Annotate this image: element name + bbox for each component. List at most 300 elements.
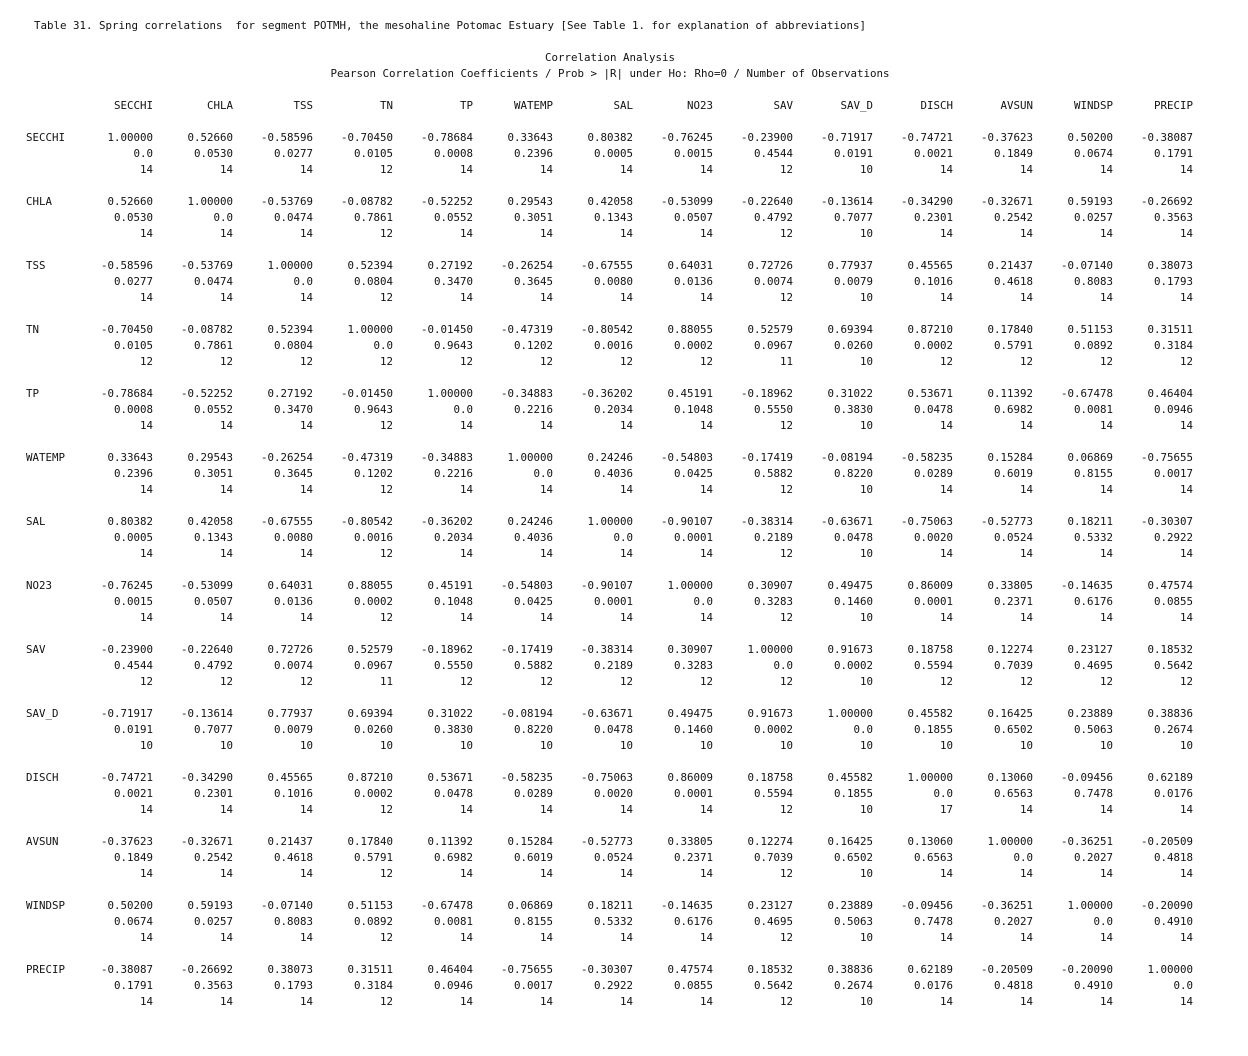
observation-count: 14 [139,803,153,816]
correlation-coefficient: -0.38314 [740,515,793,528]
correlation-coefficient: 0.64031 [267,579,313,592]
observation-count: 12 [219,355,233,368]
p-value: 0.2027 [1073,851,1113,864]
observation-count: 12 [1019,675,1033,688]
observation-count: 10 [859,867,873,880]
observation-count: 10 [859,803,873,816]
correlation-coefficient: 0.31511 [1147,323,1193,336]
observation-count: 14 [299,547,313,560]
p-value: 0.4792 [753,211,793,224]
correlation-coefficient: -0.52773 [580,835,633,848]
correlation-coefficient: -0.63671 [820,515,873,528]
correlation-coefficient: -0.75655 [500,963,553,976]
p-value: 0.0017 [513,979,553,992]
observation-count: 14 [1099,803,1113,816]
correlation-coefficient: -0.01450 [420,323,473,336]
correlation-coefficient: -0.75063 [900,515,953,528]
p-value: 0.0260 [353,723,393,736]
p-value: 0.3830 [433,723,473,736]
column-header: SECCHI [113,99,153,112]
p-value: 0.5063 [833,915,873,928]
p-value: 0.0855 [673,979,713,992]
p-value: 0.0478 [913,403,953,416]
correlation-coefficient: -0.71917 [820,131,873,144]
observation-count: 14 [1179,227,1193,240]
observation-count: 12 [459,675,473,688]
correlation-coefficient: 0.38073 [267,963,313,976]
correlation-coefficient: -0.75655 [1140,451,1193,464]
p-value: 0.0 [373,339,393,352]
p-value: 0.2922 [1153,531,1193,544]
row-label: TN [26,323,40,336]
p-value: 0.0507 [193,595,233,608]
p-value: 0.1849 [993,147,1033,160]
observation-count: 12 [619,675,633,688]
analysis-subheading: Pearson Correlation Coefficients / Prob > |R| under Ho: Rho=0 / Number of Observations [330,67,890,80]
observation-count: 14 [1179,291,1193,304]
observation-count: 14 [1099,291,1113,304]
p-value: 0.6563 [913,851,953,864]
correlation-coefficient: 0.23127 [1067,643,1113,656]
observation-count: 12 [939,355,953,368]
observation-count: 14 [699,867,713,880]
p-value: 0.0 [533,467,553,480]
correlation-coefficient: 0.17840 [987,323,1033,336]
p-value: 0.1343 [593,211,633,224]
observation-count: 10 [1099,739,1113,752]
correlation-coefficient: 0.77937 [827,259,873,272]
correlation-coefficient: -0.90107 [580,579,633,592]
p-value: 0.0946 [1153,403,1193,416]
correlation-coefficient: 1.00000 [347,323,393,336]
correlation-coefficient: 0.69394 [827,323,873,336]
correlation-coefficient: 0.23127 [747,899,793,912]
correlation-coefficient: 0.50200 [107,899,153,912]
column-header: CHLA [206,99,233,112]
correlation-coefficient: 0.88055 [667,323,713,336]
p-value: 0.4792 [193,659,233,672]
correlation-coefficient: 0.52394 [267,323,313,336]
p-value: 0.0277 [113,275,153,288]
observation-count: 14 [539,291,553,304]
p-value: 0.6563 [993,787,1033,800]
observation-count: 10 [299,739,313,752]
p-value: 0.0 [613,531,633,544]
p-value: 0.0020 [593,787,633,800]
correlation-coefficient: 0.45582 [907,707,953,720]
observation-count: 14 [459,291,473,304]
row-label: NO23 [26,579,53,592]
correlation-coefficient: -0.76245 [100,579,153,592]
observation-count: 12 [139,675,153,688]
p-value: 0.0257 [193,915,233,928]
p-value: 0.0 [293,275,313,288]
observation-count: 12 [779,611,793,624]
observation-count: 14 [219,163,233,176]
p-value: 0.0425 [673,467,713,480]
column-header: TSS [293,99,313,112]
observation-count: 12 [379,483,393,496]
correlation-coefficient: -0.78684 [420,131,473,144]
observation-count: 14 [939,547,953,560]
observation-count: 14 [699,611,713,624]
observation-count: 12 [219,675,233,688]
p-value: 0.3051 [193,467,233,480]
p-value: 0.7039 [753,851,793,864]
p-value: 0.5594 [913,659,953,672]
correlation-coefficient: -0.32671 [180,835,233,848]
p-value: 0.0002 [353,787,393,800]
p-value: 0.0507 [673,211,713,224]
correlation-coefficient: -0.30307 [580,963,633,976]
p-value: 0.8083 [1073,275,1113,288]
observation-count: 10 [859,931,873,944]
p-value: 0.1791 [113,979,153,992]
p-value: 0.0008 [433,147,473,160]
observation-count: 14 [619,483,633,496]
correlation-coefficient: 0.87210 [347,771,393,784]
observation-count: 12 [779,419,793,432]
correlation-coefficient: -0.34883 [420,451,473,464]
correlation-coefficient: 0.42058 [187,515,233,528]
correlation-coefficient: 0.12274 [747,835,793,848]
p-value: 0.0015 [673,147,713,160]
p-value: 0.0530 [193,147,233,160]
observation-count: 14 [699,419,713,432]
p-value: 0.0474 [273,211,313,224]
p-value: 0.0892 [353,915,393,928]
correlation-coefficient: -0.07140 [260,899,313,912]
p-value: 0.0674 [113,915,153,928]
correlation-coefficient: 0.33805 [667,835,713,848]
observation-count: 14 [459,547,473,560]
correlation-coefficient: -0.90107 [660,515,713,528]
p-value: 0.0015 [113,595,153,608]
observation-count: 14 [139,419,153,432]
correlation-coefficient: 1.00000 [987,835,1033,848]
correlation-coefficient: 0.72726 [267,643,313,656]
correlation-coefficient: -0.26254 [260,451,313,464]
correlation-coefficient: 0.33643 [507,131,553,144]
p-value: 0.0079 [273,723,313,736]
correlation-coefficient: 0.30907 [667,643,713,656]
correlation-coefficient: -0.23900 [740,131,793,144]
correlation-coefficient: -0.36251 [1060,835,1113,848]
correlation-coefficient: 0.24246 [587,451,633,464]
p-value: 0.3563 [1153,211,1193,224]
observation-count: 12 [379,931,393,944]
observation-count: 12 [779,931,793,944]
p-value: 0.5063 [1073,723,1113,736]
correlation-coefficient: 0.21437 [987,259,1033,272]
correlation-coefficient: 0.52579 [347,643,393,656]
observation-count: 14 [459,483,473,496]
correlation-coefficient: 0.18211 [587,899,633,912]
p-value: 0.0191 [113,723,153,736]
correlation-coefficient: -0.13614 [820,195,873,208]
correlation-coefficient: -0.30307 [1140,515,1193,528]
p-value: 0.3051 [513,211,553,224]
p-value: 0.0176 [1153,787,1193,800]
correlation-coefficient: 0.45565 [267,771,313,784]
correlation-coefficient: 0.77937 [267,707,313,720]
correlation-coefficient: 0.53671 [907,387,953,400]
p-value: 0.2396 [113,467,153,480]
observation-count: 14 [539,995,553,1008]
correlation-coefficient: 0.29543 [507,195,553,208]
observation-count: 12 [779,483,793,496]
p-value: 0.5882 [753,467,793,480]
observation-count: 12 [939,675,953,688]
p-value: 0.0105 [353,147,393,160]
correlation-coefficient: -0.70450 [100,323,153,336]
observation-count: 14 [699,483,713,496]
p-value: 0.4910 [1153,915,1193,928]
correlation-coefficient: -0.09456 [900,899,953,912]
observation-count: 10 [379,739,393,752]
observation-count: 10 [619,739,633,752]
observation-count: 14 [459,995,473,1008]
correlation-coefficient: 0.21437 [267,835,313,848]
correlation-coefficient: 0.52579 [747,323,793,336]
p-value: 0.1202 [353,467,393,480]
observation-count: 12 [539,675,553,688]
correlation-coefficient: 0.51153 [1067,323,1113,336]
observation-count: 14 [1019,803,1033,816]
observation-count: 14 [219,995,233,1008]
correlation-coefficient: -0.58235 [900,451,953,464]
correlation-coefficient: 0.31022 [827,387,873,400]
observation-count: 10 [859,611,873,624]
correlation-coefficient: 0.45191 [427,579,473,592]
table-caption: Table 31. Spring correlations for segment POTMH, the mesohaline Potomac Estuary [See Table 1. for explanation of abbreviations] [34,19,867,32]
correlation-coefficient: -0.13614 [180,707,233,720]
correlation-coefficient: -0.53769 [180,259,233,272]
p-value: 0.4818 [1153,851,1193,864]
correlation-coefficient: -0.08194 [500,707,553,720]
p-value: 0.2216 [433,467,473,480]
correlation-coefficient: 0.62189 [1147,771,1193,784]
p-value: 0.2301 [193,787,233,800]
observation-count: 14 [1099,227,1113,240]
p-value: 0.2027 [993,915,1033,928]
correlation-coefficient: 0.64031 [667,259,713,272]
p-value: 0.6502 [833,851,873,864]
correlation-coefficient: -0.36202 [420,515,473,528]
column-header: WATEMP [513,99,553,112]
correlation-coefficient: 1.00000 [667,579,713,592]
observation-count: 14 [299,419,313,432]
p-value: 0.0080 [273,531,313,544]
p-value: 0.4910 [1073,979,1113,992]
row-label: SAV [26,643,46,656]
p-value: 0.5594 [753,787,793,800]
p-value: 0.1016 [273,787,313,800]
observation-count: 12 [619,355,633,368]
observation-count: 12 [1099,675,1113,688]
observation-count: 14 [139,227,153,240]
observation-count: 14 [539,867,553,880]
p-value: 0.0552 [433,211,473,224]
p-value: 0.3184 [1153,339,1193,352]
observation-count: 14 [299,483,313,496]
row-label: CHLA [26,195,53,208]
correlation-coefficient: -0.80542 [580,323,633,336]
p-value: 0.5332 [593,915,633,928]
correlation-coefficient: 1.00000 [507,451,553,464]
correlation-coefficient: 0.27192 [427,259,473,272]
correlation-coefficient: -0.14635 [660,899,713,912]
p-value: 0.0 [1013,851,1033,864]
observation-count: 14 [459,867,473,880]
observation-count: 14 [1019,483,1033,496]
column-header: WINDSP [1073,99,1113,112]
correlation-coefficient: -0.67478 [420,899,473,912]
correlation-coefficient: -0.26254 [500,259,553,272]
p-value: 0.3563 [193,979,233,992]
p-value: 0.3470 [273,403,313,416]
observation-count: 14 [1099,419,1113,432]
p-value: 0.4818 [993,979,1033,992]
observation-count: 10 [939,739,953,752]
observation-count: 10 [139,739,153,752]
p-value: 0.7478 [913,915,953,928]
observation-count: 14 [619,291,633,304]
row-label: PRECIP [26,963,66,976]
correlation-coefficient: -0.78684 [100,387,153,400]
observation-count: 14 [1019,931,1033,944]
p-value: 0.3283 [673,659,713,672]
p-value: 0.2189 [593,659,633,672]
correlation-coefficient: -0.14635 [1060,579,1113,592]
correlation-coefficient: 1.00000 [1067,899,1113,912]
row-label: WINDSP [26,899,66,912]
correlation-coefficient: 0.87210 [907,323,953,336]
observation-count: 14 [459,931,473,944]
p-value: 0.6019 [513,851,553,864]
correlation-coefficient: 1.00000 [907,771,953,784]
correlation-coefficient: -0.58235 [500,771,553,784]
correlation-coefficient: 0.86009 [907,579,953,592]
correlation-coefficient: 0.29543 [187,451,233,464]
observation-count: 12 [379,547,393,560]
observation-count: 14 [1019,291,1033,304]
observation-count: 14 [219,483,233,496]
row-label: DISCH [26,771,59,784]
p-value: 0.0478 [433,787,473,800]
correlation-coefficient: 0.15284 [987,451,1033,464]
p-value: 0.5550 [753,403,793,416]
observation-count: 14 [539,803,553,816]
correlation-coefficient: -0.52252 [180,387,233,400]
correlation-coefficient: 0.50200 [1067,131,1113,144]
p-value: 0.0946 [433,979,473,992]
correlation-coefficient: -0.17419 [500,643,553,656]
observation-count: 14 [619,547,633,560]
p-value: 0.0001 [593,595,633,608]
correlation-coefficient: -0.74721 [100,771,153,784]
correlation-coefficient: 0.80382 [107,515,153,528]
p-value: 0.2674 [1153,723,1193,736]
observation-count: 14 [219,611,233,624]
correlation-coefficient: -0.67555 [260,515,313,528]
observation-count: 12 [779,547,793,560]
p-value: 0.8220 [513,723,553,736]
p-value: 0.5550 [433,659,473,672]
observation-count: 14 [299,995,313,1008]
observation-count: 14 [939,291,953,304]
p-value: 0.0002 [353,595,393,608]
p-value: 0.0257 [1073,211,1113,224]
observation-count: 12 [779,291,793,304]
correlation-coefficient: 1.00000 [187,195,233,208]
p-value: 0.6982 [993,403,1033,416]
observation-count: 12 [379,803,393,816]
p-value: 0.0474 [193,275,233,288]
correlation-coefficient: 1.00000 [747,643,793,656]
correlation-coefficient: -0.07140 [1060,259,1113,272]
observation-count: 14 [139,163,153,176]
observation-count: 10 [1019,739,1033,752]
correlation-coefficient: 0.33805 [987,579,1033,592]
p-value: 0.0020 [913,531,953,544]
correlation-coefficient: -0.23900 [100,643,153,656]
p-value: 0.0 [933,787,953,800]
observation-count: 14 [299,291,313,304]
observation-count: 14 [219,419,233,432]
observation-count: 12 [459,355,473,368]
p-value: 0.0 [853,723,873,736]
p-value: 0.1791 [1153,147,1193,160]
correlation-coefficient: -0.34883 [500,387,553,400]
observation-count: 14 [1099,931,1113,944]
correlation-coefficient: 0.18532 [747,963,793,976]
p-value: 0.7861 [193,339,233,352]
correlation-coefficient: -0.26692 [180,963,233,976]
p-value: 0.7478 [1073,787,1113,800]
observation-count: 14 [539,611,553,624]
observation-count: 14 [1019,227,1033,240]
observation-count: 14 [619,419,633,432]
correlation-coefficient: 0.27192 [267,387,313,400]
correlation-coefficient: 0.30907 [747,579,793,592]
p-value: 0.1048 [433,595,473,608]
observation-count: 14 [1179,803,1193,816]
p-value: 0.3470 [433,275,473,288]
correlation-coefficient: 0.47574 [667,963,713,976]
observation-count: 14 [1019,867,1033,880]
correlation-coefficient: 0.52660 [187,131,233,144]
p-value: 0.5882 [513,659,553,672]
p-value: 0.2674 [833,979,873,992]
correlation-coefficient: 0.23889 [827,899,873,912]
observation-count: 12 [1179,675,1193,688]
correlation-coefficient: 1.00000 [587,515,633,528]
correlation-coefficient: -0.22640 [180,643,233,656]
observation-count: 10 [1179,739,1193,752]
correlation-coefficient: 0.15284 [507,835,553,848]
p-value: 0.2301 [913,211,953,224]
correlation-coefficient: -0.20509 [1140,835,1193,848]
p-value: 0.7039 [993,659,1033,672]
correlation-coefficient: 0.45191 [667,387,713,400]
correlation-coefficient: 0.11392 [987,387,1033,400]
p-value: 0.1048 [673,403,713,416]
correlation-coefficient: -0.34290 [180,771,233,784]
p-value: 0.0 [453,403,473,416]
row-label: AVSUN [26,835,59,848]
p-value: 0.6176 [673,915,713,928]
